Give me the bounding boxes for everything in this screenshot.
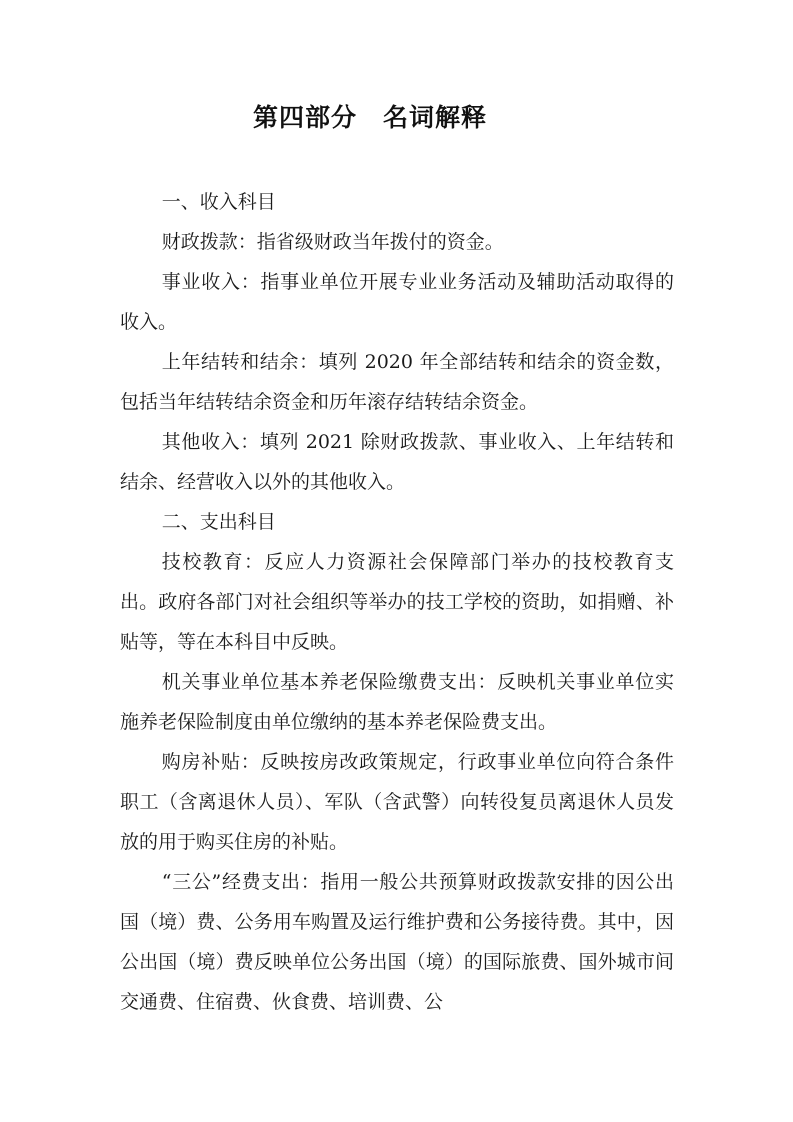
paragraph-three-public-expenses: “三公”经费支出：指用一般公共预算财政拨款安排的因公出国（境）费、公务用车购置及运行维护费和公务接待费。其中，因公出国（境）费反映单位公务出国（境）的国际旅费、国外城市间交通费、住宿费、伙食费、培训费、公: [120, 871, 674, 1013]
document-body: [120, 182, 674, 1022]
paragraph-fiscal-appropriation: 财政拨款：指省级财政当年拨付的资金。: [161, 231, 504, 253]
section-heading-expenditure: 二、支出科目: [161, 511, 276, 533]
paragraph-carryover-balance: 上年结转和结余：填列 2020 年全部结转和结余的资金数，包括当年结转结余资金和历年滚存结转结余资金。: [120, 351, 674, 413]
paragraph-other-income: 其他收入：填列 2021 除财政拨款、事业收入、上年结转和结余、经营收入以外的其他收入。: [120, 431, 674, 493]
paragraph-housing-subsidy: 购房补贴：反映按房改政策规定，行政事业单位向符合条件职工（含离退休人员）、军队（含武警）向转役复员离退休人员发放的用于购买住房的补贴。: [120, 751, 674, 853]
paragraph-technical-school-education: 技校教育：反应人力资源社会保障部门举办的技校教育支出。政府各部门对社会组织等举办的技工学校的资助，如捐赠、补贴等，等在本科目中反映。: [120, 551, 674, 653]
paragraph-pension-insurance: 机关事业单位基本养老保险缴费支出：反映机关事业单位实施养老保险制度由单位缴纳的基本养老保险费支出。: [120, 671, 674, 733]
page-title: 第四部分 名词解释: [252, 103, 487, 132]
section-heading-income: 一、收入科目: [161, 191, 276, 213]
paragraph-business-income: 事业收入：指事业单位开展专业业务活动及辅助活动取得的收入。: [120, 271, 674, 333]
